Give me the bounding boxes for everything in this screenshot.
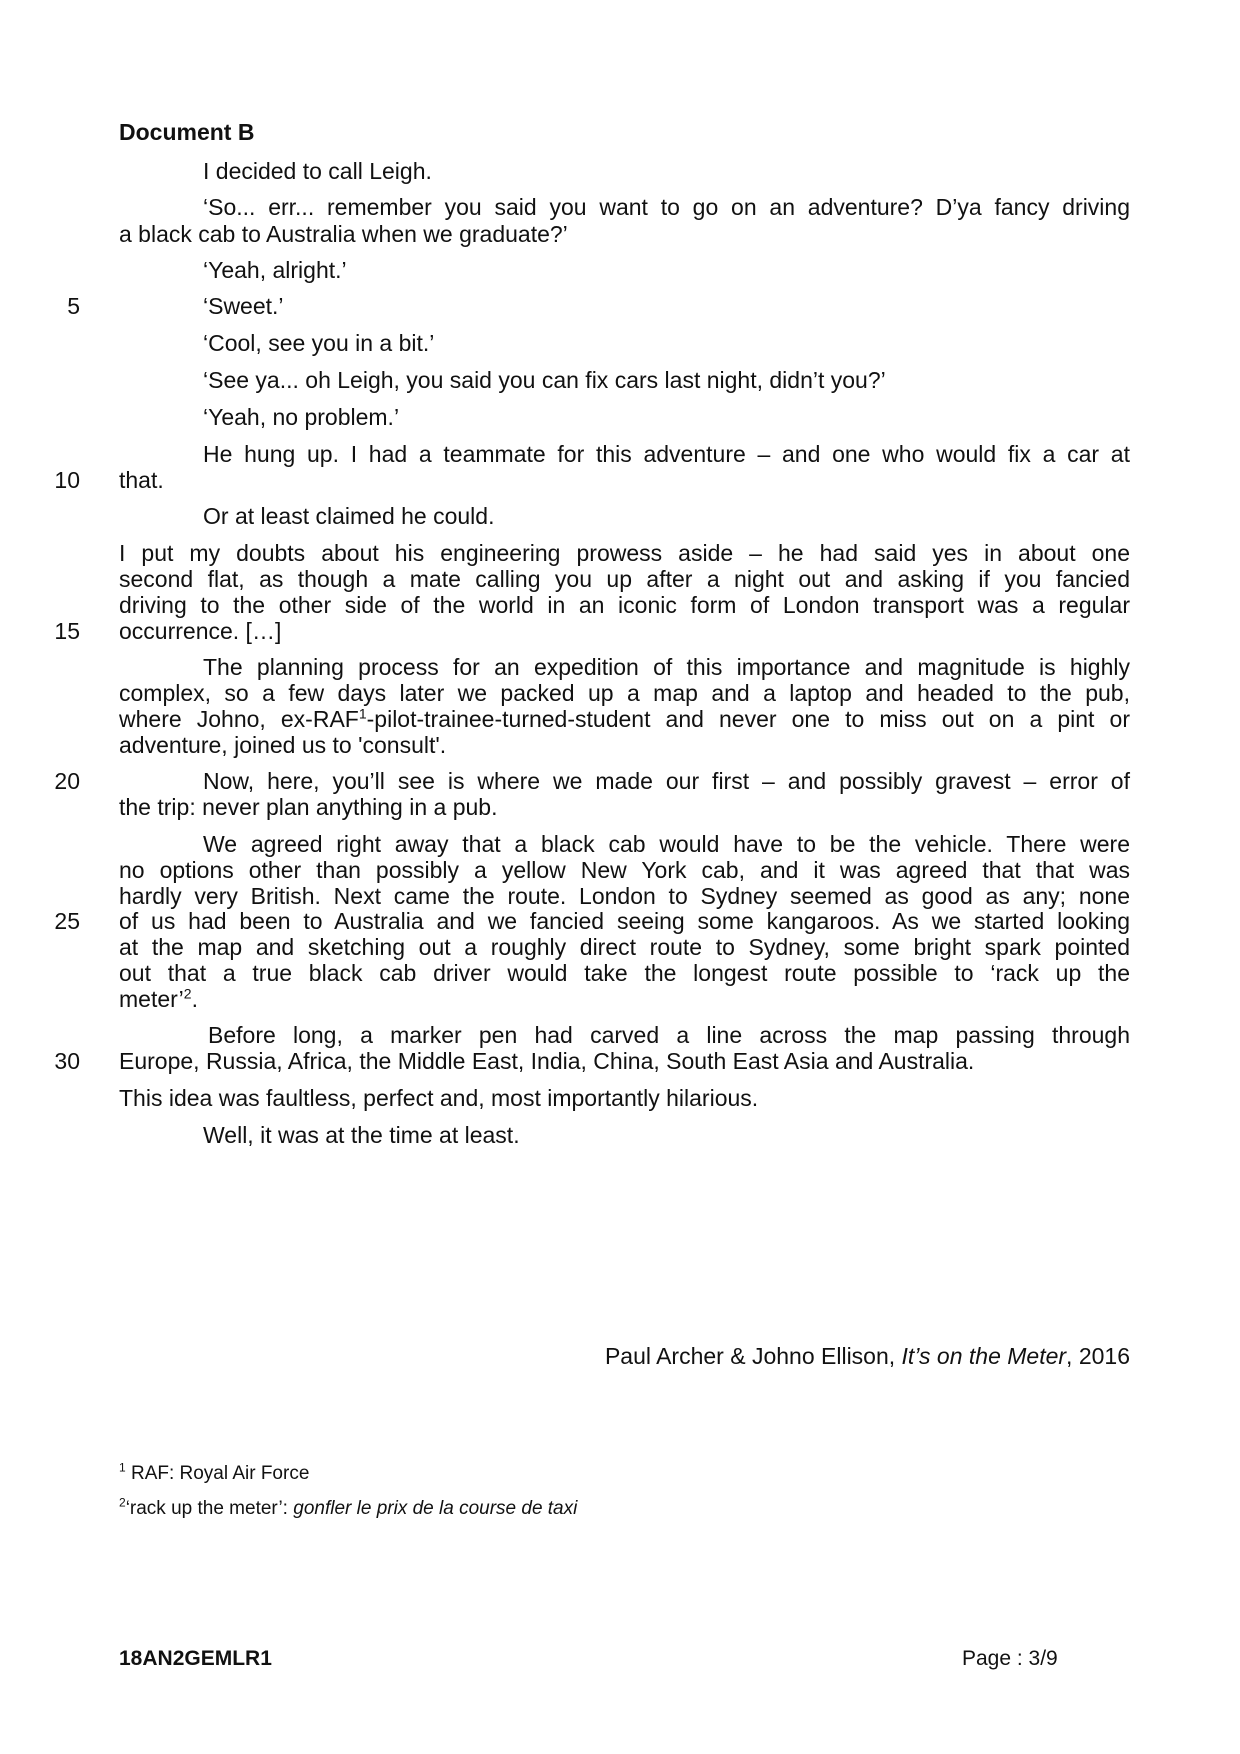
text-line: driving to the other side of the world in an iconic form of London transport was a regular (119, 592, 1130, 618)
text-line: I decided to call Leigh. (203, 158, 432, 184)
line-number: 30 (54, 1048, 80, 1074)
text-line: I put my doubts about his engineering prowess aside – he had said yes in about one (119, 540, 1130, 566)
footnote-1 (119, 1462, 309, 1486)
text-line: The planning process for an expedition of this importance and magnitude is highly (203, 654, 1130, 680)
line-number: 10 (54, 467, 80, 493)
text-line: ‘Yeah, alright.’ (203, 257, 347, 283)
text-line: Now, here, you’ll see is where we made our first – and possibly gravest – error of (203, 768, 1130, 794)
text-line: ‘See ya... oh Leigh, you said you can fix cars last night, didn’t you?’ (203, 367, 886, 393)
footnote-number: 1 (119, 1460, 126, 1475)
text-line: at the map and sketching out a roughly direct route to Sydney, some bright spark pointed (119, 934, 1130, 960)
line-number: 20 (54, 768, 80, 794)
footnote-number: 2 (119, 1495, 126, 1510)
text-line (119, 705, 1130, 734)
text-line: out that a true black cab driver would take the longest route possible to ‘rack up the (119, 960, 1130, 986)
line-number: 5 (67, 293, 80, 319)
line-number: 25 (54, 908, 80, 934)
text-line: hardly very British. Next came the route. London to Sydney seemed as good as any; none (119, 883, 1130, 909)
text-line: complex, so a few days later we packed up a map and a laptop and headed to the pub, (119, 680, 1130, 706)
footnote-2 (119, 1497, 577, 1521)
text-segment: -pilot-trainee-turned-student and never one to miss out on a pint or (366, 706, 1130, 732)
text-line: the trip: never plan anything in a pub. (119, 794, 498, 820)
footnote-text: ‘rack up the meter’: (125, 1498, 294, 1519)
text-segment: where Johno, ex-RAF (119, 706, 359, 732)
text-line: We agreed right away that a black cab would have to be the vehicle. There were (203, 831, 1130, 857)
text-segment: meter’ (119, 986, 184, 1012)
footnote-marker: 1 (358, 705, 367, 722)
text-line: ‘Sweet.’ (203, 293, 284, 319)
text-line: Before long, a marker pen had carved a line across the map passing through (208, 1022, 1130, 1048)
text-line: a black cab to Australia when we graduate?’ (119, 221, 568, 247)
text-line: that. (119, 467, 164, 493)
line-number: 15 (54, 618, 80, 644)
credit-title: It’s on the Meter (901, 1343, 1067, 1369)
text-line: of us had been to Australia and we fancied seeing some kangaroos. As we started looking (119, 908, 1130, 934)
text-line: occurrence. […] (119, 618, 282, 644)
text-line: Well, it was at the time at least. (203, 1122, 520, 1148)
footnote-text: RAF: Royal Air Force (125, 1463, 310, 1484)
text-segment: . (191, 986, 198, 1012)
text-line: ‘Cool, see you in a bit.’ (203, 330, 435, 356)
text-line: ‘So... err... remember you said you want to go on an adventure? D’ya fancy driving (203, 194, 1130, 220)
text-line: Europe, Russia, Africa, the Middle East, India, China, South East Asia and Australia. (119, 1048, 975, 1074)
footnote-translation: gonfler le prix de la course de taxi (293, 1498, 578, 1519)
text-line: Or at least claimed he could. (203, 503, 495, 529)
credit-year: , 2016 (1066, 1343, 1130, 1369)
text-line: This idea was faultless, perfect and, most importantly hilarious. (119, 1085, 759, 1111)
text-line: adventure, joined us to 'consult'. (119, 732, 447, 758)
text-line: He hung up. I had a teammate for this adventure – and one who would fix a car at (203, 441, 1130, 467)
exam-code: 18AN2GEMLR1 (119, 1647, 272, 1670)
text-line (119, 985, 1130, 1014)
source-credit (605, 1342, 1130, 1371)
text-line: second flat, as though a mate calling you up after a night out and asking if you fancied (119, 566, 1130, 592)
text-line: ‘Yeah, no problem.’ (203, 404, 400, 430)
footnote-marker: 2 (183, 985, 192, 1002)
text-line: no options other than possibly a yellow New York cab, and it was agreed that that was (119, 857, 1130, 883)
page-number: Page : 3/9 (962, 1647, 1058, 1670)
document-heading: Document B (119, 119, 255, 145)
credit-authors: Paul Archer & Johno Ellison, (604, 1343, 902, 1369)
